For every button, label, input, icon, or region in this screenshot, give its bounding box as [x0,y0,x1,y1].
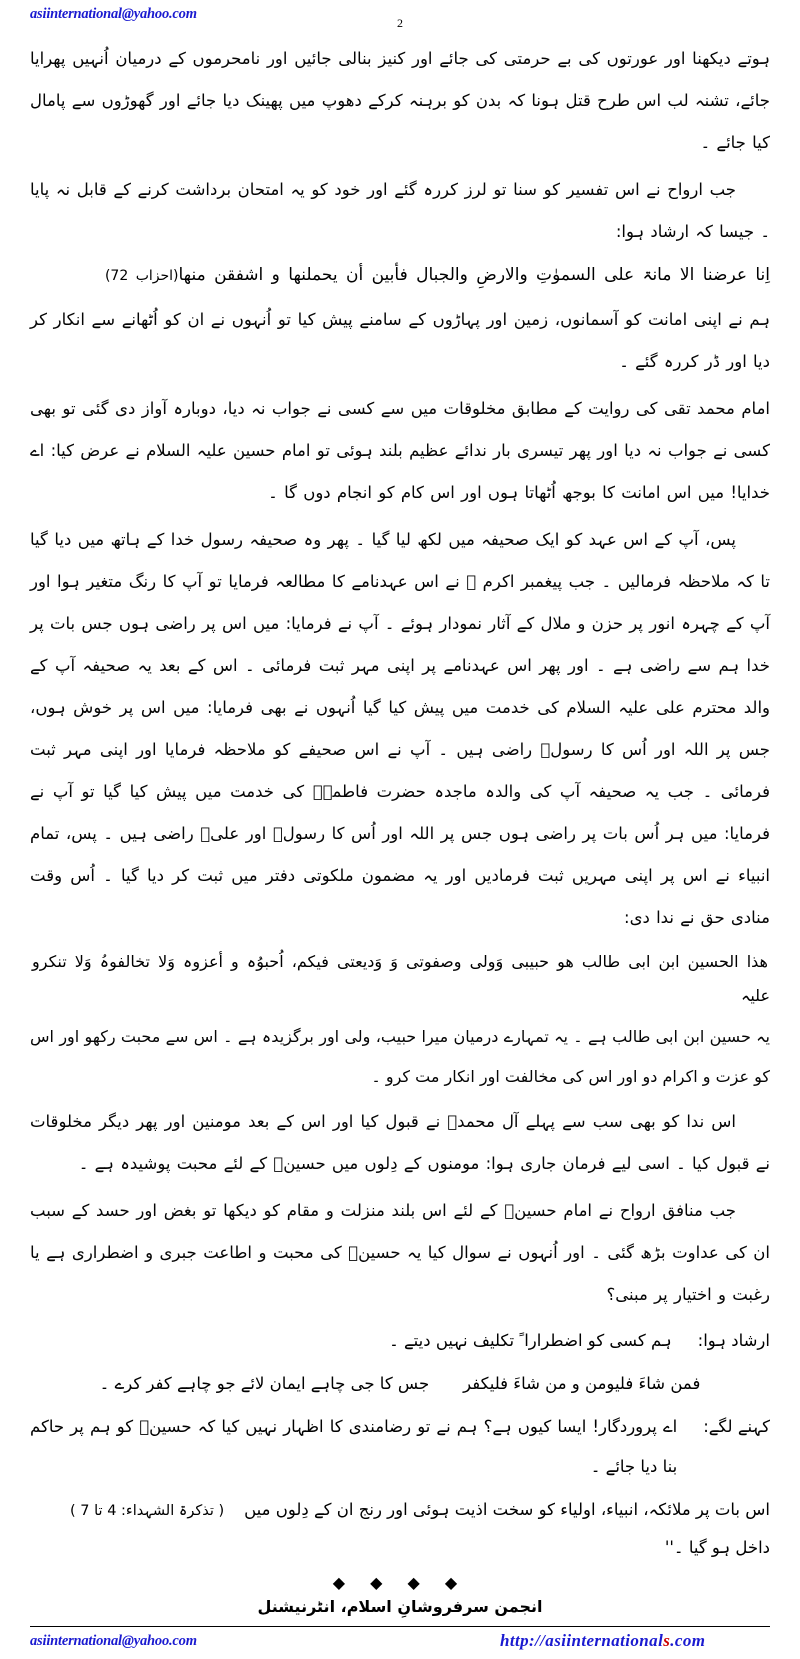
quran-quote-text: اِنا عرضنا الا مانۃ علی السموٰتِ والارضِ والجبال فأبین أن یحملنھا و اشفقن منھا [178,265,770,285]
header-email: asiinternational@yahoo.com [30,6,197,22]
footer-url-prefix: http://asiinternational [500,1631,664,1650]
paragraph-5: پس، آپ کے اس عہد کو ایک صحیفہ میں لکھ لیا گیا ۔ پھر وہ صحیفہ رسول خدا کے ہاتھ میں دیا گیا تا کہ ملاحظہ فرمالیں ۔ جب پیغمبر اکرم ﷺ نے اس عہدنامے کا مطالعہ فرمایا تو آپ کا رنگ متغیر ہوا اور آپ کے چہرہ انور پر حزن و ملال کے آثار نمودار ہوئے ۔ آپ نے فرمایا: میں اس پر راضی ہوں جس بات پر خدا ہم سے راضی ہے ۔ اور پھر اس عہدنامے پر اپنی مہر ثبت فرمائی ۔ اس کے بعد یہ صحیفہ آپ کے والد محترم علی علیہ السلام کی خدمت میں پیش کیا گیا اُنہوں نے بھی فرمایا: میں اس پر خوش ہوں، جس پر اللہ اور اُس کا رسولؐ راضی ہیں ۔ آپ نے اس صحیفے کو ملاحظہ فرمایا اور اپنی مہر ثبت فرمائی ۔ جب یہ صحیفہ آپ کی والدہ ماجدہ حضرت فاطمہؑ کی خدمت میں پیش کیا گیا تو آپ نے فرمایا: میں ہر اُس بات پر راضی ہوں جس پر اللہ اور اُس کا رسولؐ اور علیؑ راضی ہیں ۔ پس، تمام انبیاء نے اس پر اپنی مہریں ثبت فرمادیں اور یہ مضمون ملکوتی دفتر میں ثبت کر دیا گیا ۔ اُس وقت منادی حق نے ندا دی: [30,530,770,927]
dialogue-line-1 [30,1321,770,1361]
page-number: 2 [397,16,403,30]
paragraph-4: امام محمد تقی کی روایت کے مطابق مخلوقات میں سے کسی نے جواب نہ دیا، دوبارہ آواز دی گئی تو بھی کسی نے جواب نہ دیا اور پھر تیسری بار ندائے عظیم بلند ہوئی تو امام حسین علیہ السلام نے عرض کیا: اے خدایا! میں اس امانت کا بوجھ اُٹھاتا ہوں اور اس کام کو انجام دوں گا ۔ [30,399,770,502]
organization-name: انجمن سرفروشانِ اسلام، انٹرنیشنل [257,1597,543,1616]
final-citation: ( تذکرۃ الشہداء: 4 تا 7 ) [70,1503,225,1519]
footer-email[interactable]: asiinternational@yahoo.com [30,1633,197,1649]
paragraph-2: جب ارواح نے اس تفسیر کو سنا تو لرز کررہ گئے اور خود کو یہ امتحان برداشت کرنے کے قابل نہ پایا ۔ جیسا کہ ارشاد ہوا: [30,180,770,241]
verse-line [30,1365,770,1403]
footer-url-highlight: s [663,1631,671,1650]
final-line: اس بات پر ملائکہ، انبیاء، اولیاء کو سخت اذیت ہوئی اور رنج ان کے دِلوں میں داخل ہو گیا ۔'' [244,1500,770,1557]
paragraph-6: اس ندا کو بھی سب سے پہلے آل محمدؑ نے قبول کیا اور اس کے بعد مومنین اور پھر دیگر مخلوقات نے قبول کیا ۔ اسی لیے فرمان جاری ہوا: مومنوں کے دِلوں میں حسینؑ کے لئے محبت پوشیدہ ہے ۔ [30,1112,770,1173]
hadith-urdu-translation: یہ حسین ابن ابی طالب ہے ۔ یہ تمہارے درمیان میرا حبیب، ولی اور برگزیدہ ہے ۔ اس سے محبت رکھو اور اس کو عزت و اکرام دو اور اس کی مخالفت اور انکار مت کرو ۔ [30,1027,770,1086]
verse-urdu: جس کا جی چاہے ایمان لائے جو چاہے کفر کرے ۔ [99,1374,430,1393]
footer-url-suffix: .com [670,1631,706,1650]
dialogue-2-text: اے پروردگار! ایسا کیوں ہے؟ ہم نے تو رضامندی کا اظہار نہیں کیا کہ حسینؑ کو ہم پر حاکم بنا دیا جائے ۔ [30,1417,678,1476]
diamond-separator: ◆ ◆ ◆ ◆ [332,1573,468,1592]
document-body [30,38,770,1567]
hadith-arabic: ھذا الحسین ابن ابی طالب ھو حبیبی وَولی وصفوتی وَ وَدیعتی فیکم، اُحبوُہ و أعزوہ وَلا تخالفوہُ وَلا تنکرو علیہ [32,952,770,1005]
final-line-with-citation [30,1491,770,1567]
paragraph-1: ہوتے دیکھنا اور عورتوں کی بے حرمتی کی جائے اور کنیز بنالی جائیں اور نامحرموں کے درمیان اُنہیں پھرایا جائے، تشنہ لب اس طرح قتل ہونا کہ بدن کو برہنہ کرکے دھوپ میں پھینک دیا جائے اور گھوڑوں سے پامال کیا جائے ۔ [30,49,770,152]
dialogue-1-text: ہم کسی کو اضطرارا ً تکلیف نہیں دیتے ۔ [389,1331,672,1350]
quran-quote [30,258,770,293]
quran-quote-ref: (احزاب 72) [104,268,179,284]
footer-url[interactable] [500,1631,705,1651]
paragraph-7: جب منافق ارواح نے امام حسینؑ کے لئے اس بلند منزلت و مقام کو دیکھا تو بغض اور حسد کے سبب ان کی عداوت بڑھ گئی ۔ اور اُنہوں نے سوال کیا یہ حسینؑ کی محبت و اطاعت جبری و اضطراری ہے یا رغبت و اختیار پر مبنی؟ [30,1201,770,1304]
page-header [30,6,770,32]
footer-divider [30,1626,770,1627]
dialogue-2-label: کہنے لگے: [703,1417,770,1436]
page-footer [30,1633,770,1659]
verse-arabic: فمن شاءَ فلیومن و من شاءَ فلیکفر [463,1374,701,1393]
paragraph-3: ہم نے اپنی امانت کو آسمانوں، زمین اور پہاڑوں کے سامنے پیش کیا تو اُنہوں نے ان کو اُٹھانے سے انکار کر دیا اور ڈر کررہ گئے ۔ [30,310,770,371]
dialogue-1-label: ارشاد ہوا: [697,1331,770,1350]
dialogue-line-2 [30,1407,770,1487]
